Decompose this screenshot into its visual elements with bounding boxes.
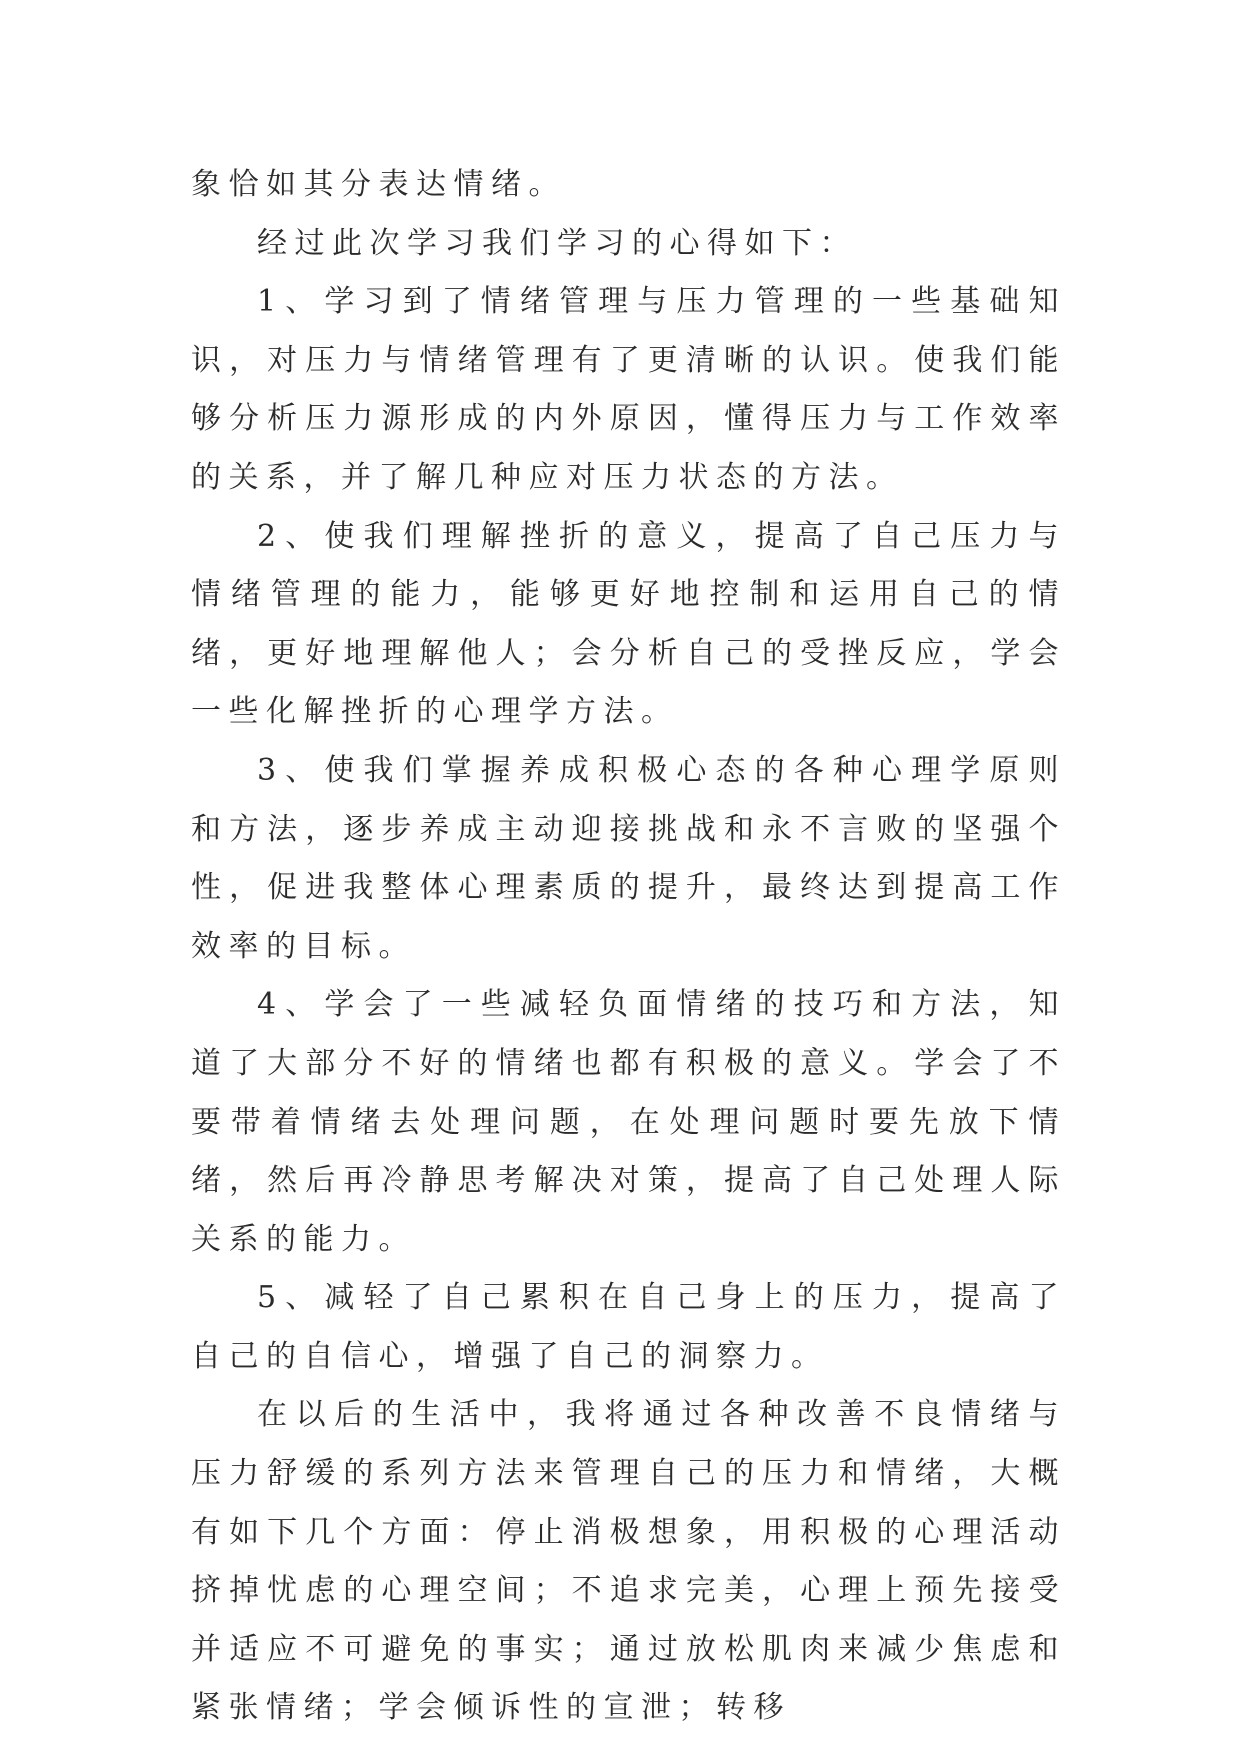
paragraph-continuation: 象恰如其分表达情绪。 (191, 167, 566, 202)
paragraph-point-1: 1、学习到了情绪管理与压力管理的一些基础知识，对压力与情绪管理有了更清晰的认识。使我们能够分析压力源形成的内外原因，懂得压力与工作效率的关系，并了解几种应对压力状态的方法。 (191, 284, 1066, 495)
paragraph-point-5: 5、减轻了自己累积在自己身上的压力，提高了自己的自信心，增强了自己的洞察力。 (191, 1280, 1066, 1374)
paragraph-point-4: 4、学会了一些减轻负面情绪的技巧和方法，知道了大部分不好的情绪也都有积极的意义。学会了不要带着情绪去处理问题，在处理问题时要先放下情绪，然后再冷静思考解决对策，提高了自己处理人际关系的能力。 (191, 987, 1066, 1257)
paragraph-intro: 经过此次学习我们学习的心得如下： (257, 225, 857, 261)
paragraph-point-2: 2、使我们理解挫折的意义，提高了自己压力与情绪管理的能力，能够更好地控制和运用自己的情绪，更好地理解他人；会分析自己的受挫反应，学会一些化解挫折的心理学方法。 (191, 518, 1066, 730)
paragraph-point-3: 3、使我们掌握养成积极心态的各种心理学原则和方法，逐步养成主动迎接挑战和永不言败的坚强个性，促进我整体心理素质的提升，最终达到提高工作效率的目标。 (191, 752, 1066, 964)
document-body (191, 156, 1066, 1738)
paragraph-future-plan: 在以后的生活中，我将通过各种改善不良情绪与压力舒缓的系列方法来管理自己的压力和情绪，大概有如下几个方面：停止消极想象，用积极的心理活动挤掉忧虑的心理空间；不追求完美，心理上预先接受并适应不可避免的事实；通过放松肌肉来减少焦虑和紧张情绪；学会倾诉性的宣泄；转移 (191, 1397, 1066, 1726)
